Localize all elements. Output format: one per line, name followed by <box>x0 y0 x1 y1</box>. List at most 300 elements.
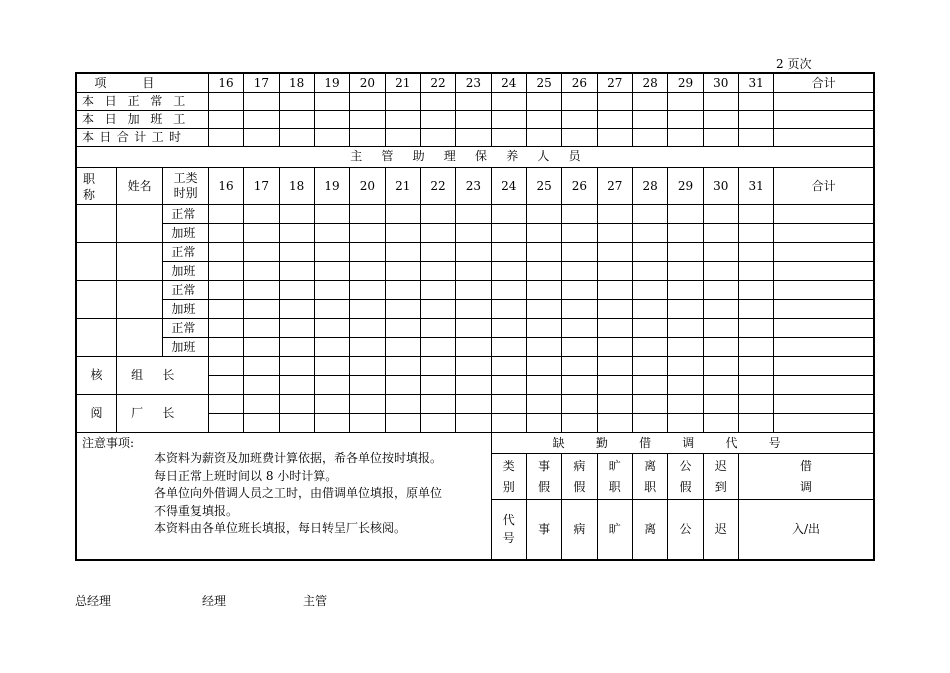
cell[interactable] <box>491 319 526 338</box>
cell[interactable] <box>668 128 703 146</box>
row-total-hours <box>76 128 874 146</box>
cell[interactable] <box>456 205 491 224</box>
cell[interactable] <box>385 92 420 110</box>
cell[interactable] <box>491 300 526 319</box>
cell[interactable] <box>703 376 738 395</box>
cell[interactable] <box>420 262 455 281</box>
cell[interactable] <box>738 224 773 243</box>
cell[interactable] <box>774 395 874 414</box>
cell[interactable] <box>385 357 420 376</box>
cell[interactable] <box>668 319 703 338</box>
cell[interactable] <box>774 224 874 243</box>
cell[interactable] <box>208 110 243 128</box>
cell[interactable] <box>350 92 385 110</box>
cell[interactable] <box>456 243 491 262</box>
cell[interactable] <box>526 205 561 224</box>
cell[interactable] <box>385 281 420 300</box>
cell[interactable] <box>774 281 874 300</box>
day-23: 23 <box>456 73 491 92</box>
cell[interactable] <box>456 128 491 146</box>
cell[interactable] <box>314 110 349 128</box>
cell[interactable] <box>526 414 561 433</box>
cell[interactable] <box>526 262 561 281</box>
staff-title-cell[interactable] <box>76 243 116 281</box>
cell[interactable] <box>526 300 561 319</box>
cell[interactable] <box>632 262 667 281</box>
cell[interactable] <box>668 357 703 376</box>
cell[interactable] <box>562 281 597 300</box>
cell[interactable] <box>420 357 455 376</box>
cell[interactable] <box>244 205 279 224</box>
cell[interactable] <box>385 262 420 281</box>
cell[interactable] <box>244 224 279 243</box>
cell[interactable] <box>279 224 314 243</box>
cell[interactable] <box>632 395 667 414</box>
day-18: 18 <box>279 73 314 92</box>
cell[interactable] <box>526 243 561 262</box>
cell[interactable] <box>668 338 703 357</box>
cell[interactable] <box>350 243 385 262</box>
cell[interactable] <box>632 281 667 300</box>
cell[interactable] <box>526 224 561 243</box>
cell[interactable] <box>244 110 279 128</box>
type-overtime-label: 加班 <box>163 224 208 243</box>
cell[interactable] <box>703 319 738 338</box>
day-29: 29 <box>668 73 703 92</box>
cell[interactable] <box>562 262 597 281</box>
cell[interactable] <box>314 300 349 319</box>
cell[interactable] <box>244 300 279 319</box>
cell[interactable] <box>208 205 243 224</box>
code-resigned-header: 离 职 <box>632 454 667 500</box>
cell[interactable] <box>385 205 420 224</box>
cell[interactable] <box>491 414 526 433</box>
cell[interactable] <box>350 205 385 224</box>
cell[interactable] <box>350 338 385 357</box>
staff-day-28: 28 <box>632 167 667 205</box>
cell[interactable] <box>738 205 773 224</box>
cell[interactable] <box>597 128 632 146</box>
staff-title-cell[interactable] <box>76 281 116 319</box>
cell[interactable] <box>420 224 455 243</box>
cell[interactable] <box>703 243 738 262</box>
cell[interactable] <box>279 376 314 395</box>
section-title: 主管助理保养人员 <box>76 146 874 167</box>
cell[interactable] <box>668 376 703 395</box>
cell[interactable] <box>632 319 667 338</box>
cell[interactable] <box>420 128 455 146</box>
cell[interactable] <box>774 243 874 262</box>
cell[interactable] <box>385 243 420 262</box>
supervisor-label: 主管 <box>303 594 328 608</box>
cell[interactable] <box>597 243 632 262</box>
cell[interactable] <box>668 281 703 300</box>
cell[interactable] <box>597 224 632 243</box>
cell[interactable] <box>385 224 420 243</box>
cell[interactable] <box>491 395 526 414</box>
cell[interactable] <box>420 92 455 110</box>
cell[interactable] <box>244 262 279 281</box>
cell[interactable] <box>491 338 526 357</box>
cell[interactable] <box>208 357 243 376</box>
cell[interactable] <box>774 92 874 110</box>
cell[interactable] <box>491 224 526 243</box>
cell[interactable] <box>491 376 526 395</box>
cell[interactable] <box>208 92 243 110</box>
cell[interactable] <box>597 300 632 319</box>
cell[interactable] <box>632 205 667 224</box>
cell[interactable] <box>562 128 597 146</box>
code-personal-leave: 事 <box>526 500 561 560</box>
cell[interactable] <box>526 110 561 128</box>
cell[interactable] <box>562 300 597 319</box>
cell[interactable] <box>597 262 632 281</box>
cell[interactable] <box>279 205 314 224</box>
row-overtime-work <box>76 110 874 128</box>
cell[interactable] <box>420 376 455 395</box>
cell[interactable] <box>526 128 561 146</box>
staff-name-cell[interactable] <box>116 205 162 243</box>
cell[interactable] <box>562 224 597 243</box>
cell[interactable] <box>703 224 738 243</box>
cell[interactable] <box>244 395 279 414</box>
cell[interactable] <box>562 92 597 110</box>
cell[interactable] <box>208 281 243 300</box>
cell[interactable] <box>279 92 314 110</box>
cell[interactable] <box>279 281 314 300</box>
cell[interactable] <box>597 319 632 338</box>
cell[interactable] <box>456 92 491 110</box>
cell[interactable] <box>632 300 667 319</box>
cell[interactable] <box>562 395 597 414</box>
cell[interactable] <box>208 243 243 262</box>
day-17: 17 <box>244 73 279 92</box>
cell[interactable] <box>632 224 667 243</box>
cell[interactable] <box>668 110 703 128</box>
cell[interactable] <box>385 395 420 414</box>
code-personal-leave-header: 事 假 <box>526 454 561 500</box>
staff-row-overtime <box>76 262 874 281</box>
cell[interactable] <box>420 243 455 262</box>
cell[interactable] <box>420 110 455 128</box>
cell[interactable] <box>208 262 243 281</box>
item-header: 项目 <box>76 73 208 92</box>
code-late-header: 迟 到 <box>703 454 738 500</box>
cell[interactable] <box>314 414 349 433</box>
cell[interactable] <box>562 319 597 338</box>
cell[interactable] <box>208 300 243 319</box>
page-number: 2 页次 <box>776 57 812 71</box>
cell[interactable] <box>244 281 279 300</box>
cell[interactable] <box>526 338 561 357</box>
cell[interactable] <box>456 262 491 281</box>
cell[interactable] <box>491 128 526 146</box>
cell[interactable] <box>314 205 349 224</box>
cell[interactable] <box>314 262 349 281</box>
cell[interactable] <box>703 357 738 376</box>
cell[interactable] <box>314 338 349 357</box>
cell[interactable] <box>456 338 491 357</box>
cell[interactable] <box>668 92 703 110</box>
cell[interactable] <box>350 395 385 414</box>
cell[interactable] <box>526 376 561 395</box>
cell[interactable] <box>632 128 667 146</box>
cell[interactable] <box>244 357 279 376</box>
staff-name-cell[interactable] <box>116 243 162 281</box>
cell[interactable] <box>456 110 491 128</box>
section-title-row <box>76 146 874 167</box>
cell[interactable] <box>738 243 773 262</box>
cell[interactable] <box>456 376 491 395</box>
cell[interactable] <box>562 243 597 262</box>
cell[interactable] <box>738 110 773 128</box>
cell[interactable] <box>738 281 773 300</box>
cell[interactable] <box>244 128 279 146</box>
staff-row-normal <box>76 205 874 224</box>
cell[interactable] <box>491 110 526 128</box>
cell[interactable] <box>703 110 738 128</box>
cell[interactable] <box>597 205 632 224</box>
cell[interactable] <box>491 281 526 300</box>
cell[interactable] <box>350 262 385 281</box>
review-row <box>76 357 874 376</box>
cell[interactable] <box>597 281 632 300</box>
cell[interactable] <box>208 128 243 146</box>
row-label-normal-work: 本日正常工 <box>76 92 208 110</box>
staff-row-overtime <box>76 300 874 319</box>
cell[interactable] <box>562 110 597 128</box>
cell[interactable] <box>314 243 349 262</box>
cell[interactable] <box>526 281 561 300</box>
cell[interactable] <box>774 110 874 128</box>
cell[interactable] <box>632 243 667 262</box>
staff-title-cell[interactable] <box>76 319 116 357</box>
cell[interactable] <box>385 338 420 357</box>
cell[interactable] <box>703 205 738 224</box>
staff-row-normal <box>76 281 874 300</box>
cell[interactable] <box>632 414 667 433</box>
cell[interactable] <box>738 319 773 338</box>
cell[interactable] <box>420 205 455 224</box>
cell[interactable] <box>491 205 526 224</box>
cell[interactable] <box>208 395 243 414</box>
cell[interactable] <box>208 319 243 338</box>
cell[interactable] <box>668 262 703 281</box>
cell[interactable] <box>632 357 667 376</box>
cell[interactable] <box>314 357 349 376</box>
cell[interactable] <box>244 243 279 262</box>
group-leader-label: 组长 <box>116 357 208 395</box>
cell[interactable] <box>456 300 491 319</box>
codes-title: 缺勤借调代号 <box>491 433 874 454</box>
cell[interactable] <box>244 338 279 357</box>
cell[interactable] <box>279 262 314 281</box>
cell[interactable] <box>597 376 632 395</box>
cell[interactable] <box>350 319 385 338</box>
cell[interactable] <box>774 300 874 319</box>
cell[interactable] <box>244 319 279 338</box>
cell[interactable] <box>526 357 561 376</box>
cell[interactable] <box>562 338 597 357</box>
cell[interactable] <box>314 92 349 110</box>
staff-row-overtime <box>76 338 874 357</box>
cell[interactable] <box>420 395 455 414</box>
cell[interactable] <box>597 92 632 110</box>
cell[interactable] <box>738 128 773 146</box>
cell[interactable] <box>456 319 491 338</box>
cell[interactable] <box>774 357 874 376</box>
cell[interactable] <box>279 338 314 357</box>
cell[interactable] <box>491 92 526 110</box>
cell[interactable] <box>491 357 526 376</box>
code-label: 代 号 <box>491 500 526 560</box>
row-label-overtime-work: 本日加班工 <box>76 110 208 128</box>
cell[interactable] <box>597 110 632 128</box>
cell[interactable] <box>244 92 279 110</box>
cell[interactable] <box>350 357 385 376</box>
cell[interactable] <box>279 395 314 414</box>
cell[interactable] <box>279 300 314 319</box>
cell[interactable] <box>420 319 455 338</box>
cell[interactable] <box>597 357 632 376</box>
cell[interactable] <box>385 110 420 128</box>
type-normal-label: 正常 <box>163 319 208 338</box>
cell[interactable] <box>738 300 773 319</box>
cell[interactable] <box>420 338 455 357</box>
cell[interactable] <box>703 395 738 414</box>
cell[interactable] <box>703 128 738 146</box>
cell[interactable] <box>774 319 874 338</box>
cell[interactable] <box>385 300 420 319</box>
cell[interactable] <box>279 414 314 433</box>
cell[interactable] <box>597 414 632 433</box>
staff-title-cell[interactable] <box>76 205 116 243</box>
cell[interactable] <box>208 376 243 395</box>
cell[interactable] <box>350 376 385 395</box>
cell[interactable] <box>562 376 597 395</box>
cell[interactable] <box>385 414 420 433</box>
cell[interactable] <box>208 224 243 243</box>
review-row <box>76 395 874 414</box>
cell[interactable] <box>774 338 874 357</box>
cell[interactable] <box>350 414 385 433</box>
manager-label: 经理 <box>202 594 227 608</box>
cell[interactable] <box>774 376 874 395</box>
cell[interactable] <box>208 414 243 433</box>
cell[interactable] <box>279 357 314 376</box>
cell[interactable] <box>350 110 385 128</box>
cell[interactable] <box>350 128 385 146</box>
cell[interactable] <box>703 92 738 110</box>
day-24: 24 <box>491 73 526 92</box>
cell[interactable] <box>526 319 561 338</box>
cell[interactable] <box>668 205 703 224</box>
cell[interactable] <box>314 128 349 146</box>
cell[interactable] <box>456 414 491 433</box>
cell[interactable] <box>456 357 491 376</box>
cell[interactable] <box>632 92 667 110</box>
category-label: 类 别 <box>491 454 526 500</box>
cell[interactable] <box>526 395 561 414</box>
cell[interactable] <box>774 205 874 224</box>
cell[interactable] <box>350 224 385 243</box>
cell[interactable] <box>738 376 773 395</box>
cell[interactable] <box>597 395 632 414</box>
staff-name-cell[interactable] <box>116 319 162 357</box>
cell[interactable] <box>738 92 773 110</box>
cell[interactable] <box>668 224 703 243</box>
cell[interactable] <box>279 319 314 338</box>
cell[interactable] <box>632 110 667 128</box>
cell[interactable] <box>314 376 349 395</box>
cell[interactable] <box>279 110 314 128</box>
cell[interactable] <box>632 338 667 357</box>
cell[interactable] <box>208 338 243 357</box>
cell[interactable] <box>314 395 349 414</box>
cell[interactable] <box>738 338 773 357</box>
cell[interactable] <box>703 300 738 319</box>
cell[interactable] <box>314 224 349 243</box>
cell[interactable] <box>350 300 385 319</box>
cell[interactable] <box>350 281 385 300</box>
note-line-2: 每日正常上班时间以 8 小时计算。 <box>154 468 338 483</box>
cell[interactable] <box>738 414 773 433</box>
cell[interactable] <box>597 338 632 357</box>
cell[interactable] <box>420 414 455 433</box>
cell[interactable] <box>279 128 314 146</box>
cell[interactable] <box>738 395 773 414</box>
cell[interactable] <box>738 357 773 376</box>
cell[interactable] <box>703 281 738 300</box>
cell[interactable] <box>562 357 597 376</box>
cell[interactable] <box>632 376 667 395</box>
cell[interactable] <box>703 262 738 281</box>
cell[interactable] <box>385 319 420 338</box>
cell[interactable] <box>314 281 349 300</box>
cell[interactable] <box>526 92 561 110</box>
staff-day-29: 29 <box>668 167 703 205</box>
cell[interactable] <box>774 414 874 433</box>
cell[interactable] <box>244 414 279 433</box>
cell[interactable] <box>279 243 314 262</box>
cell[interactable] <box>491 243 526 262</box>
cell[interactable] <box>244 376 279 395</box>
cell[interactable] <box>668 300 703 319</box>
cell[interactable] <box>456 224 491 243</box>
cell[interactable] <box>562 414 597 433</box>
cell[interactable] <box>774 128 874 146</box>
staff-name-cell[interactable] <box>116 281 162 319</box>
cell[interactable] <box>420 281 455 300</box>
cell[interactable] <box>420 300 455 319</box>
cell[interactable] <box>738 262 773 281</box>
cell[interactable] <box>385 128 420 146</box>
title-col-header: 职称 <box>76 167 116 205</box>
cell[interactable] <box>703 338 738 357</box>
cell[interactable] <box>668 395 703 414</box>
cell[interactable] <box>314 319 349 338</box>
cell[interactable] <box>456 395 491 414</box>
cell[interactable] <box>668 243 703 262</box>
cell[interactable] <box>385 376 420 395</box>
cell[interactable] <box>491 262 526 281</box>
cell[interactable] <box>562 205 597 224</box>
cell[interactable] <box>668 414 703 433</box>
cell[interactable] <box>456 281 491 300</box>
notes-title: 注意事项: <box>82 436 135 451</box>
cell[interactable] <box>703 414 738 433</box>
cell[interactable] <box>774 262 874 281</box>
